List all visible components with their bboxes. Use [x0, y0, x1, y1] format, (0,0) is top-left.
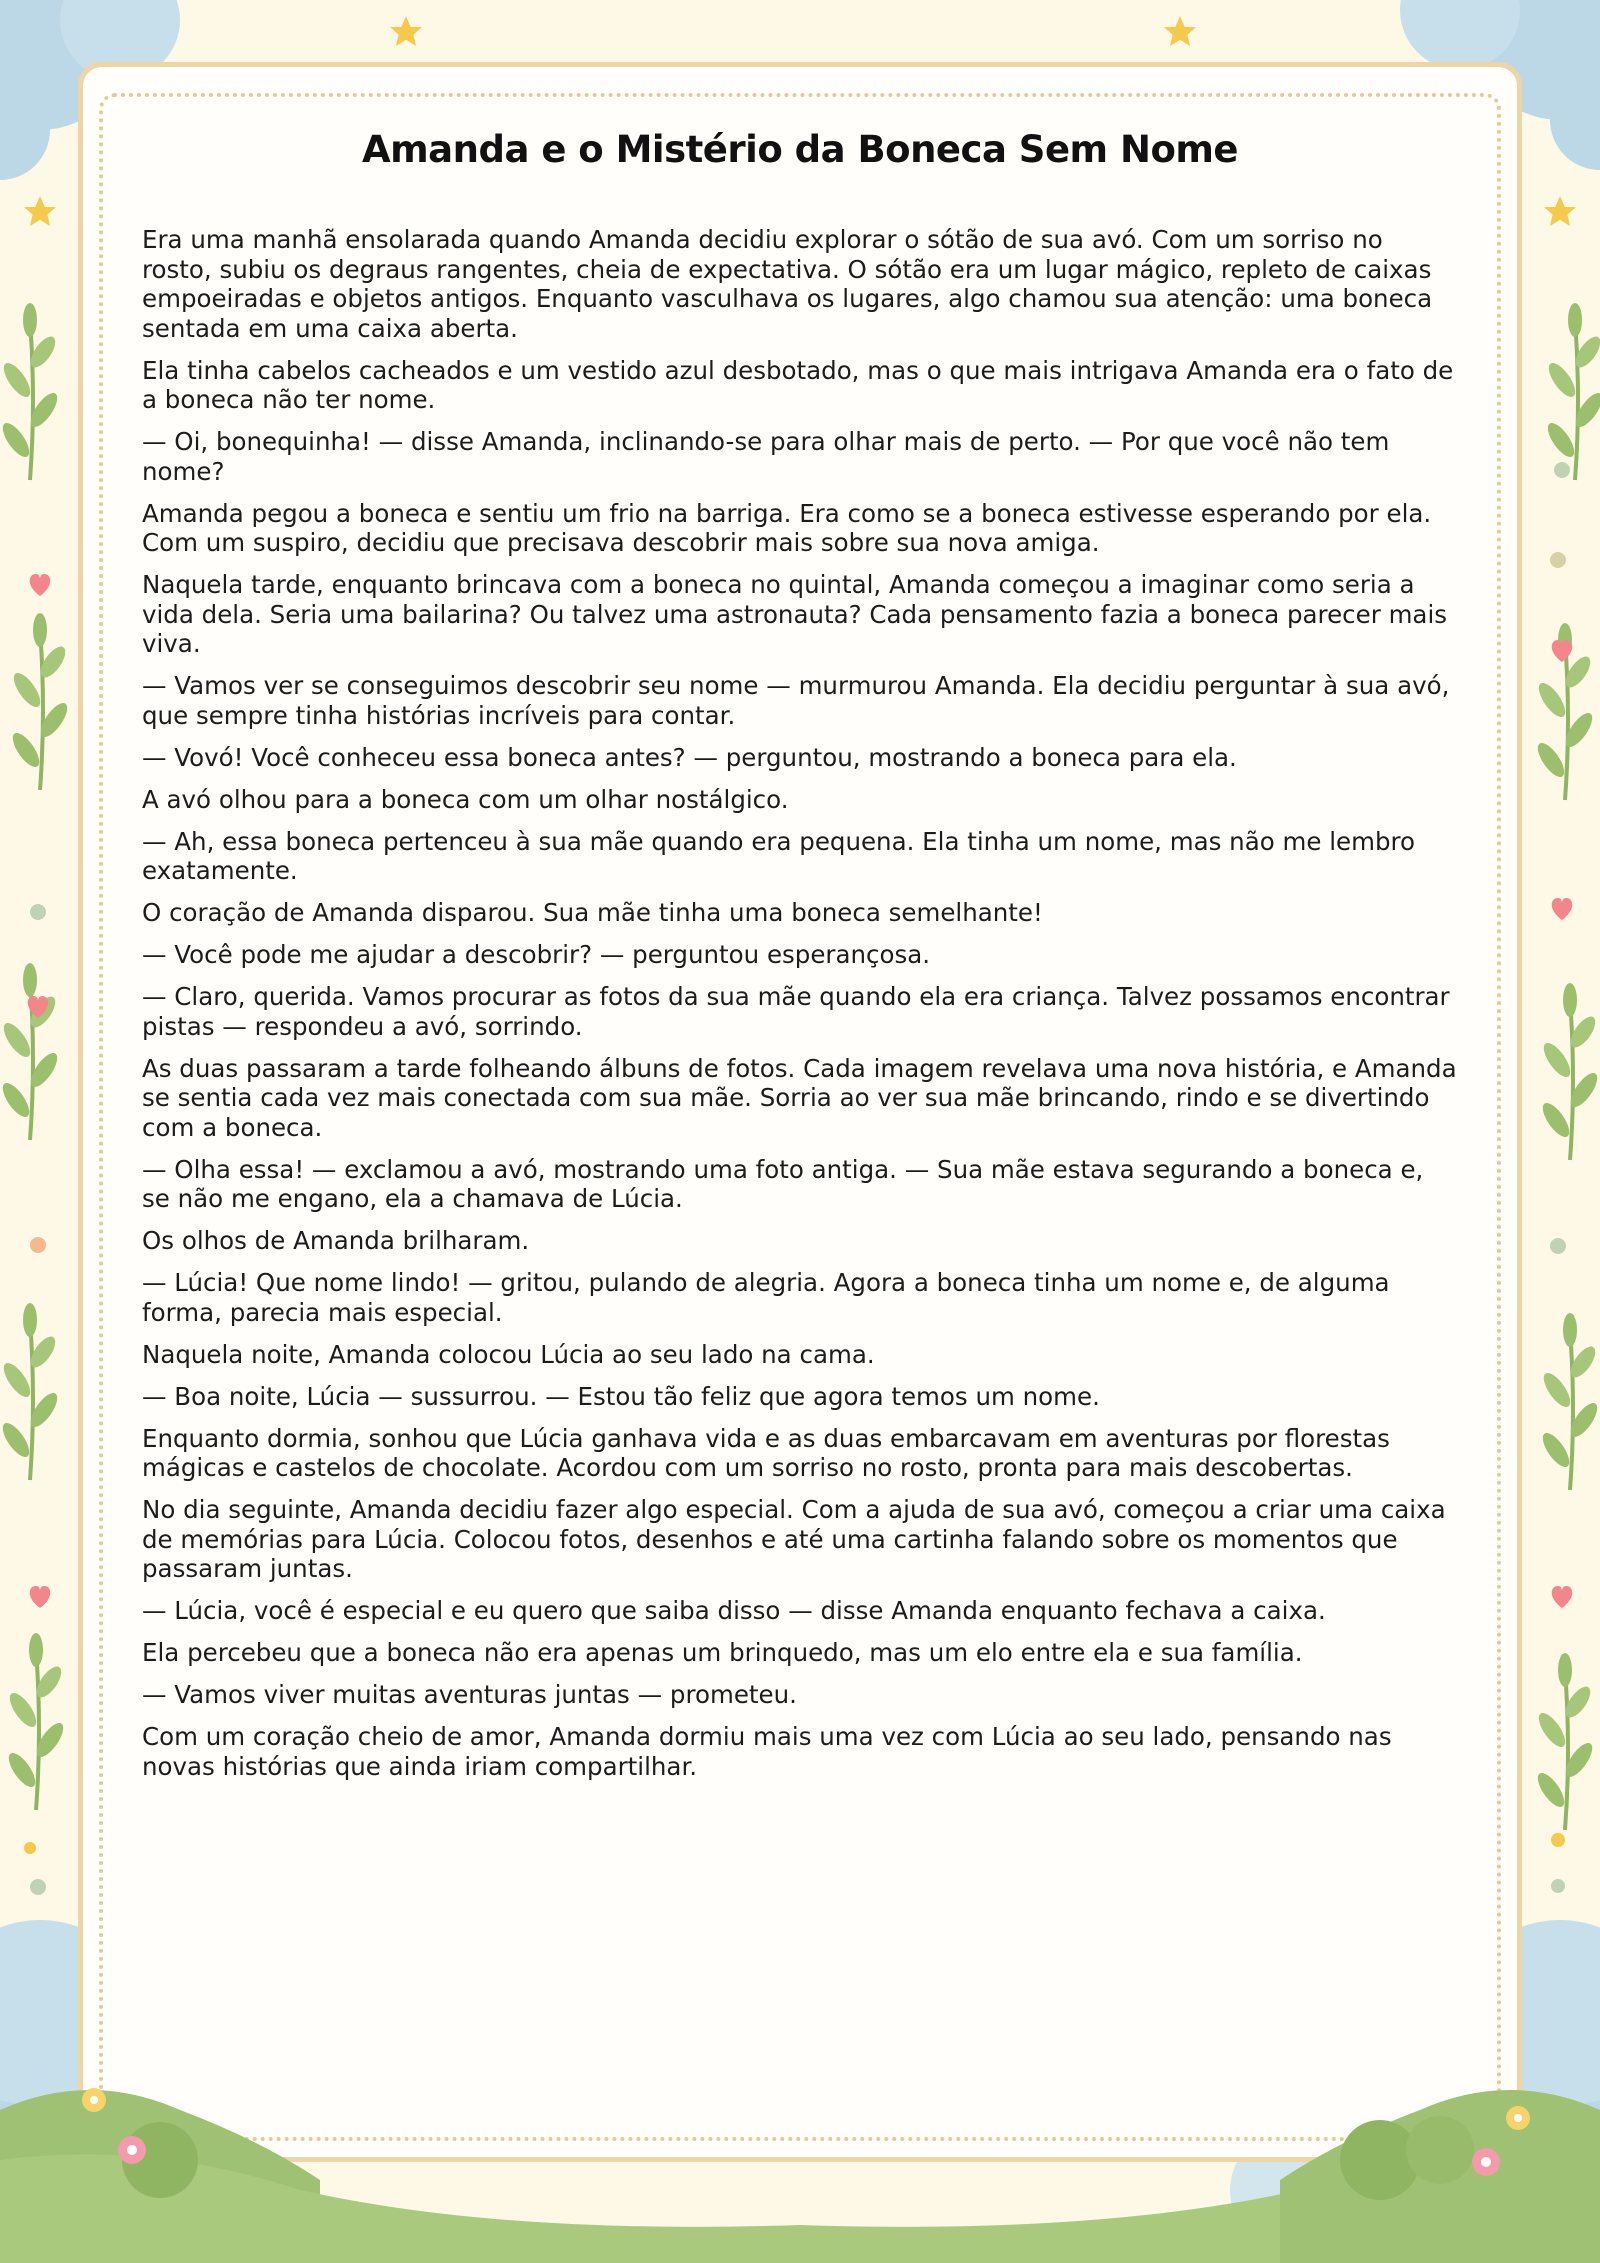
leaf-branch-icon [1533, 1653, 1597, 1830]
leaf-branch-icon [1538, 983, 1600, 1160]
story-paragraph: Enquanto dormia, sonhou que Lúcia ganhava vida e as duas embarcavam em aventuras por florestas mágicas e castelos de chocolate. Acordou com um sorriso no rosto, pronta para mais descobertas. [142, 1423, 1390, 1482]
story-paragraph: A avó olhou para a boneca com um olhar nostálgico. [142, 784, 789, 814]
leaf-branch-icon [1543, 303, 1600, 480]
heart-icon [1552, 898, 1573, 920]
story-paragraph: — Vovó! Você conheceu essa boneca antes? — perguntou, mostrando a boneca para ela. [142, 742, 1237, 772]
story-paragraph: Naquela tarde, enquanto brincava com a boneca no quintal, Amanda começou a imaginar como seria a vida dela. Seria uma bailarina? Ou talvez uma astronauta? Cada pensamento fazia a boneca parecer mais viva. [142, 570, 1448, 658]
leaf-branch-icon [0, 1303, 62, 1480]
leaf-branch-icon [8, 613, 72, 790]
leaf-branch-icon [0, 303, 62, 480]
story-paragraph: Os olhos de Amanda brilharam. [142, 1226, 530, 1255]
story-paragraph: Com um coração cheio de amor, Amanda dormiu mais uma vez com Lúcia ao seu lado, pensando nas novas histórias que ainda iriam compartilhar. [142, 1722, 1392, 1781]
star-icon [1544, 196, 1576, 226]
story-title: Amanda e o Mistério da Boneca Sem Nome [361, 128, 1239, 171]
story-paragraph: O coração de Amanda disparou. Sua mãe tinha uma boneca semelhante! [142, 898, 1043, 927]
story-paragraph: Era uma manhã ensolarada quando Amanda decidiu explorar o sótão de sua avó. Com um sorriso no rosto, subiu os degraus rangentes, cheia de expectativa. O sótão era um lugar mágico, repleto de caixas empoeiradas e objetos antigos. Enquanto vasculhava os lugares, algo chamou sua atenção: uma boneca sentada em uma caixa aberta. [142, 225, 1433, 343]
leaf-branch-icon [0, 963, 62, 1140]
story-paragraph: — Lúcia! Que nome lindo! — gritou, pulando de alegria. Agora a boneca tinha um nome e, de alguma forma, parecia mais especial. [142, 1268, 1390, 1327]
story-paragraph: Naquela noite, Amanda colocou Lúcia ao seu lado na cama. [142, 1339, 875, 1369]
story-paragraph: Amanda pegou a boneca e sentiu um frio na barriga. Era como se a boneca estivesse esperando por ela. Com um suspiro, decidiu que precisava descobrir mais sobre sua nova amiga. [142, 498, 1432, 557]
heart-icon [30, 574, 51, 596]
story-paragraph: — Você pode me ajudar a descobrir? — perguntou esperançosa. [142, 940, 931, 969]
story-paragraph: As duas passaram a tarde folheando álbuns de fotos. Cada imagem revelava uma nova história, e Amanda se sentia cada vez mais conectada com sua mãe. Sorria ao ver sua mãe brincando, rindo e se divertindo com a boneca. [142, 1053, 1457, 1142]
story-paragraph: — Lúcia, você é especial e eu quero que saiba disso — disse Amanda enquanto fechava a caixa. [142, 1596, 1326, 1625]
leaf-branch-icon [4, 1633, 68, 1810]
heart-icon [30, 1586, 51, 1608]
leaf-branch-icon [1538, 1313, 1600, 1490]
story-paragraph: — Ah, essa boneca pertenceu à sua mãe quando era pequena. Ela tinha um nome, mas não me lembro exatamente. [142, 826, 1416, 885]
star-icon [390, 16, 422, 46]
story-paragraph: Ela percebeu que a boneca não era apenas um brinquedo, mas um elo entre ela e sua família. [142, 1638, 1303, 1667]
star-icon [1164, 16, 1196, 46]
story-paragraph: — Vamos viver muitas aventuras juntas — prometeu. [142, 1680, 797, 1709]
story-paragraph: — Claro, querida. Vamos procurar as fotos da sua mãe quando ela era criança. Talvez possamos encontrar pistas — respondeu a avó, sorrindo. [142, 982, 1450, 1041]
story-paragraph: No dia seguinte, Amanda decidiu fazer algo especial. Com a ajuda de sua avó, começou a criar uma caixa de memórias para Lúcia. Colocou fotos, desenhos e até uma cartinha falando sobre os momentos que passaram juntas. [142, 1495, 1446, 1583]
star-icon [24, 196, 56, 226]
story-paragraph: — Boa noite, Lúcia — sussurrou. — Estou tão feliz que agora temos um nome. [142, 1381, 1100, 1411]
story-paragraph: — Olha essa! — exclamou a avó, mostrando uma foto antiga. — Sua mãe estava segurando a boneca e, se não me engano, ela a chamava de Lúcia. [142, 1154, 1424, 1213]
story-paragraph: — Oi, bonequinha! — disse Amanda, inclinando-se para olhar mais de perto. — Por que você não tem nome? [142, 427, 1390, 486]
heart-icon [1552, 1586, 1573, 1608]
story-paragraph: — Vamos ver se conseguimos descobrir seu nome — murmurou Amanda. Ela decidiu perguntar à sua avó, que sempre tinha histórias incríveis para contar. [142, 671, 1450, 730]
story-body [142, 225, 1458, 1794]
story-paragraph: Ela tinha cabelos cacheados e um vestido azul desbotado, mas o que mais intrigava Amanda era o fato de a boneca não ter nome. [142, 355, 1454, 414]
